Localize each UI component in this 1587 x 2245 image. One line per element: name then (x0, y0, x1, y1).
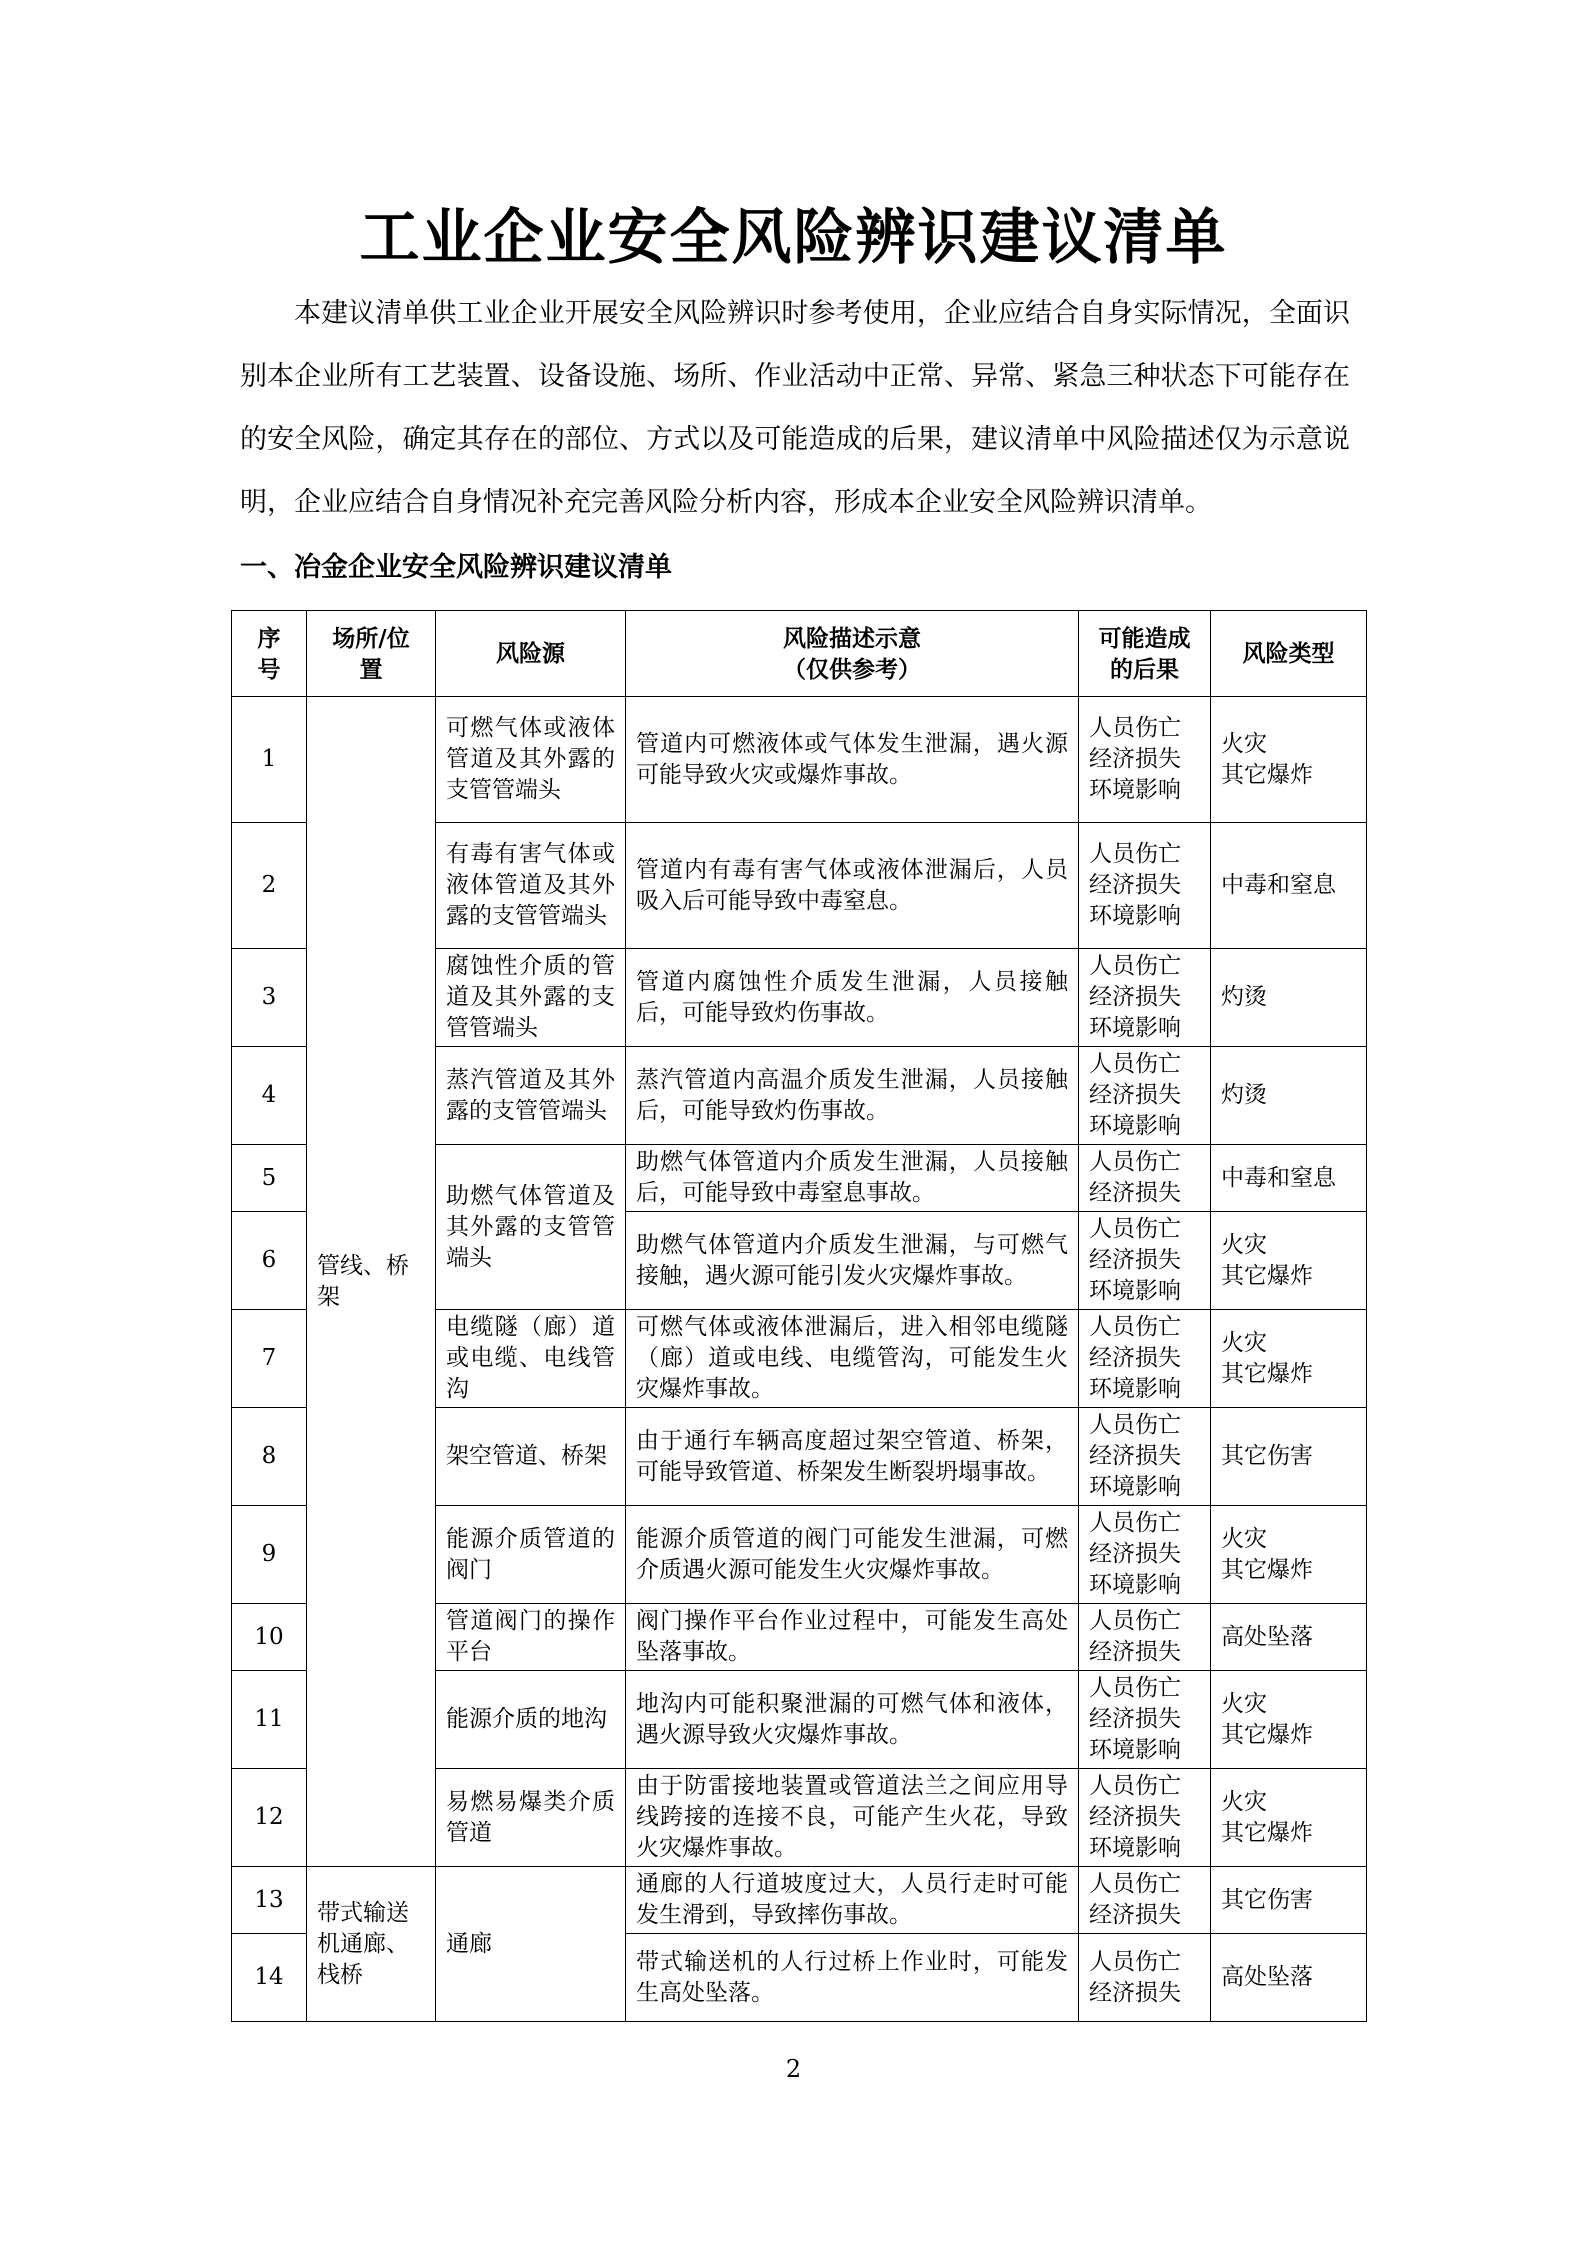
row-source: 能源介质管道的阀门 (436, 1506, 626, 1604)
intro-paragraph: 本建议清单供工业企业开展安全风险辨识时参考使用，企业应结合自身实际情况，全面识别本企业所有工艺装置、设备设施、场所、作业活动中正常、异常、紧急三种状态下可能存在的安全风险，确定其存在的部位、方式以及可能造成的后果，建议清单中风险描述仅为示意说明，企业应结合自身情况补充完善风险分析内容，形成本企业安全风险辨识清单。 (240, 298, 1350, 518)
row-description: 助燃气体管道内介质发生泄漏，与可燃气接触，遇火源可能引发火灾爆炸事故。 (626, 1212, 1079, 1310)
row-source: 腐蚀性介质的管道及其外露的支管管端头 (436, 949, 626, 1047)
row-seq: 3 (232, 949, 307, 1047)
row-source: 可燃气体或液体管道及其外露的支管管端头 (436, 697, 626, 823)
row-type: 火灾 其它爆炸 (1211, 1310, 1367, 1408)
row-source: 能源介质的地沟 (436, 1671, 626, 1769)
row-description: 管道内有毒有害气体或液体泄漏后，人员吸入后可能导致中毒窒息。 (626, 823, 1079, 949)
table-row (232, 697, 1367, 823)
row-description: 管道内腐蚀性介质发生泄漏，人员接触后，可能导致灼伤事故。 (626, 949, 1079, 1047)
row-source: 通廊 (436, 1867, 626, 2022)
row-seq: 10 (232, 1604, 307, 1671)
row-type: 火灾 其它爆炸 (1211, 1769, 1367, 1867)
row-type: 其它伤害 (1211, 1408, 1367, 1506)
row-type: 火灾 其它爆炸 (1211, 1671, 1367, 1769)
row-consequence: 人员伤亡 经济损失 环境影响 (1079, 1769, 1211, 1867)
row-description: 通廊的人行道坡度过大，人员行走时可能发生滑到，导致摔伤事故。 (626, 1867, 1079, 1934)
row-consequence: 人员伤亡 经济损失 环境影响 (1079, 1212, 1211, 1310)
location-cell: 带式输送机通廊、栈桥 (307, 1867, 436, 2022)
row-type: 高处坠落 (1211, 1604, 1367, 1671)
row-description: 蒸汽管道内高温介质发生泄漏，人员接触后，可能导致灼伤事故。 (626, 1047, 1079, 1145)
row-type: 火灾 其它爆炸 (1211, 697, 1367, 823)
row-description: 可燃气体或液体泄漏后，进入相邻电缆隧（廊）道或电线、电缆管沟，可能发生火灾爆炸事故。 (626, 1310, 1079, 1408)
row-type: 中毒和窒息 (1211, 823, 1367, 949)
row-source: 易燃易爆类介质管道 (436, 1769, 626, 1867)
row-source: 电缆隧（廊）道或电缆、电线管沟 (436, 1310, 626, 1408)
row-consequence: 人员伤亡 经济损失 (1079, 1145, 1211, 1212)
row-seq: 5 (232, 1145, 307, 1212)
row-seq: 1 (232, 697, 307, 823)
row-type: 火灾 其它爆炸 (1211, 1212, 1367, 1310)
row-description: 能源介质管道的阀门可能发生泄漏，可燃介质遇火源可能发生火灾爆炸事故。 (626, 1506, 1079, 1604)
row-description: 阀门操作平台作业过程中，可能发生高处坠落事故。 (626, 1604, 1079, 1671)
header-type: 风险类型 (1211, 611, 1367, 697)
row-seq: 2 (232, 823, 307, 949)
header-seq: 序 号 (232, 611, 307, 697)
row-consequence: 人员伤亡 经济损失 环境影响 (1079, 697, 1211, 823)
row-source: 架空管道、桥架 (436, 1408, 626, 1506)
row-source: 助燃气体管道及其外露的支管管端头 (436, 1145, 626, 1310)
row-consequence: 人员伤亡 经济损失 环境影响 (1079, 1310, 1211, 1408)
row-seq: 9 (232, 1506, 307, 1604)
row-seq: 14 (232, 1934, 307, 2022)
row-description: 地沟内可能积聚泄漏的可燃气体和液体，遇火源导致火灾爆炸事故。 (626, 1671, 1079, 1769)
page-number: 2 (785, 2055, 802, 2083)
row-source: 蒸汽管道及其外露的支管管端头 (436, 1047, 626, 1145)
row-seq: 7 (232, 1310, 307, 1408)
row-consequence: 人员伤亡 经济损失 环境影响 (1079, 1047, 1211, 1145)
row-description: 带式输送机的人行过桥上作业时，可能发生高处坠落。 (626, 1934, 1079, 2022)
row-seq: 12 (232, 1769, 307, 1867)
header-consequence: 可能造成 的后果 (1079, 611, 1211, 697)
row-consequence: 人员伤亡 经济损失 (1079, 1867, 1211, 1934)
header-source: 风险源 (436, 611, 626, 697)
row-type: 高处坠落 (1211, 1934, 1367, 2022)
header-location: 场所/位 置 (307, 611, 436, 697)
row-source: 管道阀门的操作平台 (436, 1604, 626, 1671)
table-row (232, 1867, 1367, 1934)
row-consequence: 人员伤亡 经济损失 (1079, 1604, 1211, 1671)
document-title: 工业企业安全风险辨识建议清单 (359, 203, 1228, 273)
row-type: 灼烫 (1211, 949, 1367, 1047)
section-heading: 一、冶金企业安全风险辨识建议清单 (240, 552, 672, 583)
risk-table (231, 610, 1367, 2022)
row-consequence: 人员伤亡 经济损失 环境影响 (1079, 1671, 1211, 1769)
header-description: 风险描述示意 （仅供参考） (626, 611, 1079, 697)
table-header-row (232, 611, 1367, 697)
row-seq: 4 (232, 1047, 307, 1145)
row-consequence: 人员伤亡 经济损失 (1079, 1934, 1211, 2022)
row-type: 中毒和窒息 (1211, 1145, 1367, 1212)
row-seq: 11 (232, 1671, 307, 1769)
row-consequence: 人员伤亡 经济损失 环境影响 (1079, 1408, 1211, 1506)
row-description: 助燃气体管道内介质发生泄漏，人员接触后，可能导致中毒窒息事故。 (626, 1145, 1079, 1212)
row-consequence: 人员伤亡 经济损失 环境影响 (1079, 949, 1211, 1047)
location-cell: 管线、桥架 (307, 697, 436, 1867)
row-consequence: 人员伤亡 经济损失 环境影响 (1079, 1506, 1211, 1604)
row-description: 由于通行车辆高度超过架空管道、桥架，可能导致管道、桥架发生断裂坍塌事故。 (626, 1408, 1079, 1506)
row-description: 由于防雷接地装置或管道法兰之间应用导线跨接的连接不良，可能产生火花，导致火灾爆炸事故。 (626, 1769, 1079, 1867)
row-seq: 13 (232, 1867, 307, 1934)
row-type: 灼烫 (1211, 1047, 1367, 1145)
row-consequence: 人员伤亡 经济损失 环境影响 (1079, 823, 1211, 949)
row-type: 火灾 其它爆炸 (1211, 1506, 1367, 1604)
row-seq: 8 (232, 1408, 307, 1506)
row-description: 管道内可燃液体或气体发生泄漏，遇火源可能导致火灾或爆炸事故。 (626, 697, 1079, 823)
row-type: 其它伤害 (1211, 1867, 1367, 1934)
row-source: 有毒有害气体或液体管道及其外露的支管管端头 (436, 823, 626, 949)
row-seq: 6 (232, 1212, 307, 1310)
